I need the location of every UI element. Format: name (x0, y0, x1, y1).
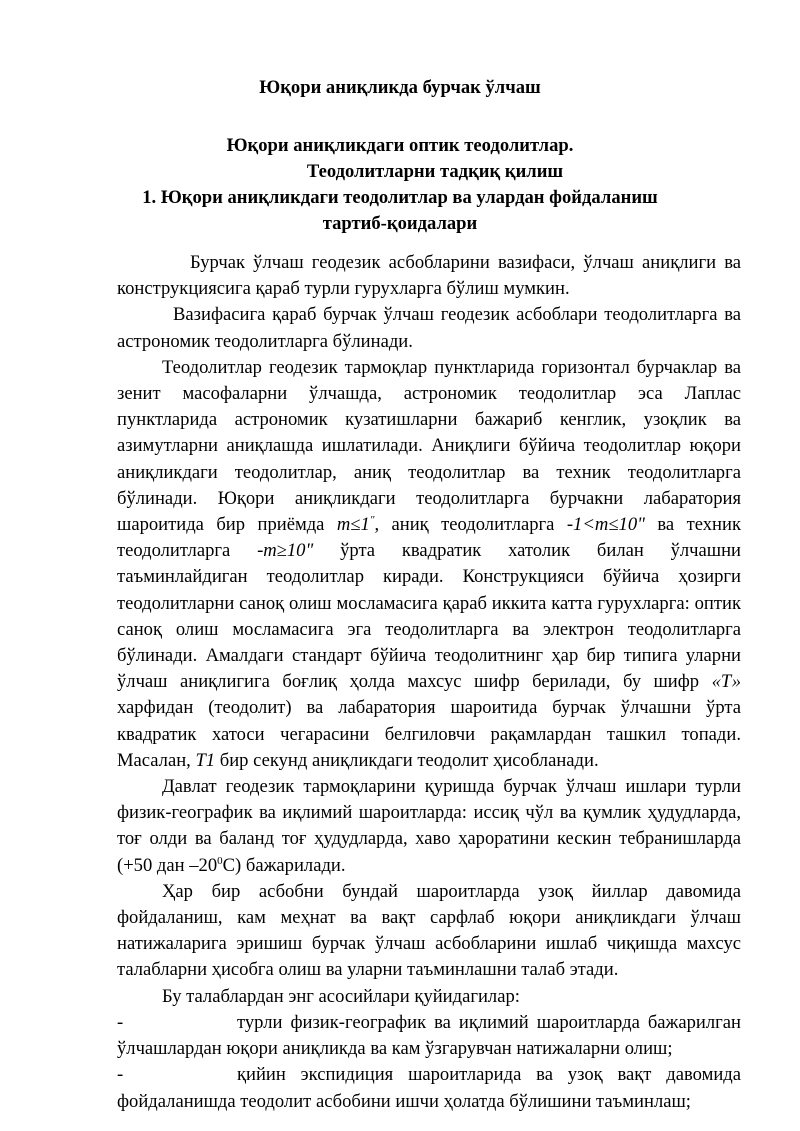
paragraph-4: Давлат геодезик тармоқларини қуришда бурчак ўлчаш ишлари турли физик-географик ва иқлимий шароитларда: иссиқ чўл ва қумлик ҳудудларда, тоғ олди ва баланд тоғ ҳудудларда, хаво ҳароратини кескин тебранишларда (+50 дан $-20^0С$) бажарилади. (117, 776, 741, 876)
heading-line-1: Юқори аниқликдаги оптик теодолитлар. (226, 135, 574, 156)
model-t1: Т1 (195, 749, 216, 771)
body-text (117, 250, 741, 1115)
heading-line-4: тартиб-қоидалари (322, 213, 478, 234)
list-dash: - (117, 1064, 124, 1086)
list-dash: - (117, 1011, 124, 1033)
page-title: Юқори аниқликда бурчак ўлчаш (259, 77, 541, 98)
paragraph-6: Бу талаблардан энг асосийлари қуйидагилар: (162, 985, 520, 1007)
heading-line-3: 1. Юқори аниқликдаги теодолитлар ва улардан фойдаланиш (142, 187, 658, 208)
p3-text-e: харфидан (теодолит) ва лабаратория шароитида бурчак ўлчашни ўрта квадратик хатоси чегарасини белгиловчи рақамлардан ташкил топади. Масалан, (117, 697, 741, 771)
list-item (117, 1010, 741, 1062)
paragraph-5: Ҳар бир асбобни бундай шароитларда узоқ йиллар давомида фойдаланиш, кам меҳнат ва вақт сарфлаб юқори аниқликдаги ўлчаш натижаларига эришиш бурчак ўлчаш асбобларини ишлаб чиқишда махсус талабларни ҳисобга олиш ва уларни таъминлашни талаб этади. (117, 880, 741, 981)
p3-text-d: ўрта квадратик хатолик билан ўлчашни таъминлайдиган теодолитлар киради. Конструкцияси бўйича ҳозирги теодолитларни саноқ олиш мосламасига қараб иккита катта гурухларга: оптик саноқ олиш мосламасига эга теодолитларга ва электрон теодолитларга бўлинади. Амалдаги стандарт бўйича теодолитнинг ҳар бир типига уларни ўлчаш аниқлигига боғлиқ ҳолда махсус шифр берилади, бу шифр (117, 540, 742, 693)
list-item (117, 1062, 741, 1114)
p3-text-c: ва техник теодолитларга (117, 514, 741, 562)
list-item-first-line: қийин экспидиция шароитларида ва узоқ вақт давомида (237, 1064, 741, 1086)
formula-m2: -1<m≤10" (566, 514, 645, 536)
cipher-t: «Т» (711, 671, 741, 693)
p3-text-f: бир секунд аниқликдаги теодолит ҳисобланади. (215, 749, 599, 771)
list-item-rest: фойдаланишда теодолит асбобини ишчи ҳолатда бўлишини таъминлаш; (117, 1090, 691, 1112)
list-item-rest: ўлчашлардан юқори аниқликда ва кам ўзгарувчан натижаларни олиш; (117, 1038, 673, 1060)
paragraph-3 (117, 355, 741, 774)
p3-text-b: , аниқ теодолитларга (374, 514, 567, 536)
formula-m3: -m≥10" (257, 540, 314, 562)
list-item-first-line: турли физик-географик ва иқлимий шароитларда бажарилган (237, 1011, 741, 1033)
paragraph-1: Бурчак ўлчаш геодезик асбобларини вазифаси, ўлчаш аниқлиги ва конструкциясига қараб турли гурухларга бўлиш мумкин. (117, 252, 741, 300)
degree-sup: 0 (217, 854, 223, 867)
p3-text-a: Теодолитлар геодезик тармоқлар пунктларида горизонтал бурчаклар ва зенит масофаларни ўлчашда, астрономик теодолитлар эса Лаплас пунктларида астрономик кузатишларни бажариб кенглик, узоқлик ва азимутларни аниқлашда ишлатилади. Аниқлиги бўйича теодолитлар юқори аниқликдаги теодолитлар, аниқ теодолитлар ва техник теодолитларга бўлинади. Юқори аниқликдаги теодолитларга бурчакни лабаратория шароитида бир приёмда (117, 356, 741, 536)
paragraph-2: Вазифасига қараб бурчак ўлчаш геодезик асбоблари теодолитларга ва астрономик теодолитларга бўлинади. (117, 304, 741, 352)
heading-line-2: Теодолитларни тадқиқ қилиш (306, 161, 564, 182)
formula-m1: m≤1" (336, 513, 375, 536)
